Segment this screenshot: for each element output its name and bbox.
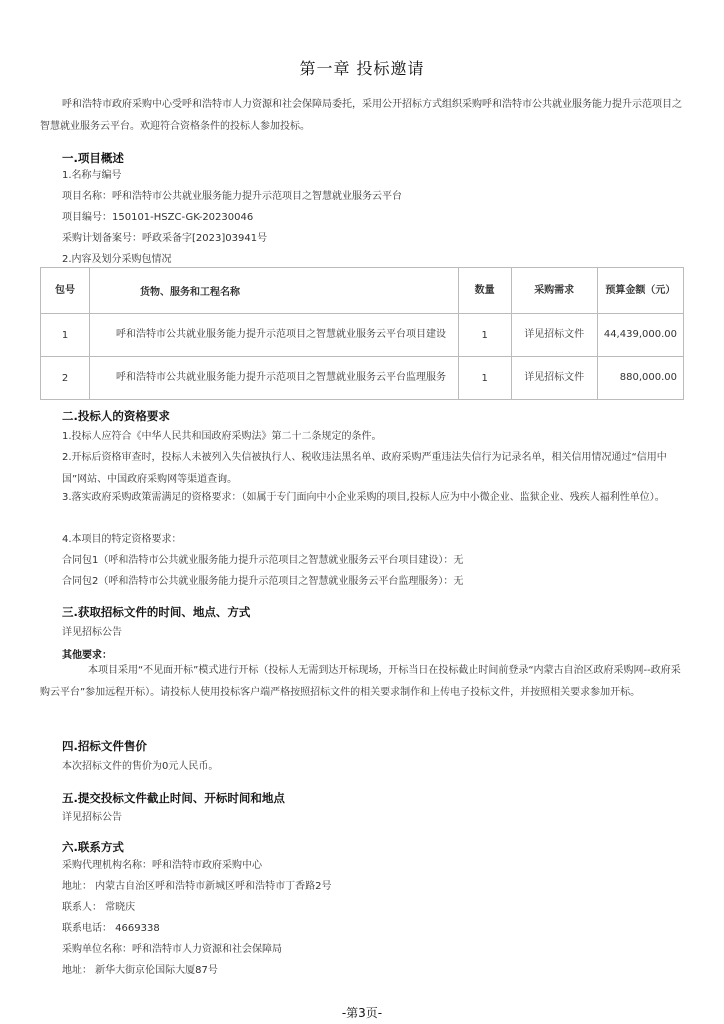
table-row bbox=[41, 314, 684, 357]
contact-phone: 联系电话： 4669338 bbox=[62, 923, 160, 934]
project-name: 项目名称：呼和浩特市公共就业服务能力提升示范项目之智慧就业服务云平台 bbox=[62, 191, 402, 202]
qualification-item-2: 2.开标后资格审查时，投标人未被列入失信被执行人、税收违法黑名单、政府采购严重违法失信行为记录名单，相关信用情况通过“信用中国”网站、中国政府采购网等渠道查询。 bbox=[62, 452, 667, 485]
header-budget: 预算金额（元） bbox=[597, 268, 683, 314]
page-number: -第3页- bbox=[341, 1006, 383, 1020]
qualification-item-4: 4.本项目的特定资格要求： bbox=[62, 534, 182, 545]
section-heading-qualification: 二.投标人的资格要求 bbox=[62, 409, 170, 423]
package-subtitle: 2.内容及划分采购包情况 bbox=[62, 254, 172, 265]
row-package-no: 1 bbox=[41, 314, 90, 357]
contact-person: 联系人： 常晓庆 bbox=[62, 902, 136, 913]
row-budget: 880,000.00 bbox=[597, 357, 683, 400]
document-price-text: 本次招标文件的售价为0元人民币。 bbox=[62, 761, 219, 772]
other-requirements-text: 本项目采用“不见面开标”模式进行开标（投标人无需到达开标现场，开标当日在投标截止时间前登录“内蒙古自治区政府采购网--政府采购云平台”参加远程开标）。请投标人使用投标客户端严格按照招标文件的相关要求制作和上传电子投标文件，并按照相关要求参加开标。 bbox=[40, 665, 681, 698]
name-and-number-subtitle: 1.名称与编号 bbox=[62, 170, 122, 181]
section-heading-document-price: 四.招标文件售价 bbox=[62, 739, 147, 753]
chapter-title: 第一章 投标邀请 bbox=[299, 59, 425, 78]
section-heading-contact: 六.联系方式 bbox=[62, 840, 124, 854]
header-item-name: 货物、服务和工程名称 bbox=[90, 268, 459, 314]
section-heading-obtain-documents: 三.获取招标文件的时间、地点、方式 bbox=[62, 605, 251, 619]
intro-paragraph: 呼和浩特市政府采购中心受呼和浩特市人力资源和社会保障局委托，采用公开招标方式组织采购呼和浩特市公共就业服务能力提升示范项目之智慧就业服务云平台。欢迎符合资格条件的投标人参加投标。 bbox=[40, 99, 682, 132]
deadline-text: 详见招标公告 bbox=[62, 812, 122, 823]
header-quantity: 数量 bbox=[458, 268, 511, 314]
plan-record-number: 采购计划备案号：呼政采备字[2023]03941号 bbox=[62, 233, 268, 244]
row-package-no: 2 bbox=[41, 357, 90, 400]
row-item-name: 呼和浩特市公共就业服务能力提升示范项目之智慧就业服务云平台项目建设 bbox=[90, 314, 459, 357]
row-requirement: 详见招标文件 bbox=[511, 314, 597, 357]
section-heading-overview: 一.项目概述 bbox=[62, 151, 124, 165]
contract-package-2: 合同包2（呼和浩特市公共就业服务能力提升示范项目之智慧就业服务云平台监理服务）：无 bbox=[62, 576, 464, 587]
row-quantity: 1 bbox=[458, 357, 511, 400]
other-requirements-label: 其他要求： bbox=[62, 650, 112, 661]
section-heading-deadline: 五.提交投标文件截止时间、开标时间和地点 bbox=[62, 791, 285, 805]
row-quantity: 1 bbox=[458, 314, 511, 357]
header-requirement: 采购需求 bbox=[511, 268, 597, 314]
row-budget: 44,439,000.00 bbox=[597, 314, 683, 357]
row-requirement: 详见招标文件 bbox=[511, 357, 597, 400]
agency-address: 地址： 内蒙古自治区呼和浩特市新城区呼和浩特市丁香路2号 bbox=[62, 881, 332, 892]
qualification-item-1: 1.投标人应符合《中华人民共和国政府采购法》第二十二条规定的条件。 bbox=[62, 431, 382, 442]
project-number: 项目编号：150101-HSZC-GK-20230046 bbox=[62, 212, 254, 223]
table-header-row bbox=[41, 268, 684, 314]
header-package-no: 包号 bbox=[41, 268, 90, 314]
buyer-name: 采购单位名称：呼和浩特市人力资源和社会保障局 bbox=[62, 944, 282, 955]
buyer-address: 地址： 新华大街京伦国际大厦87号 bbox=[62, 965, 218, 976]
agency-name: 采购代理机构名称：呼和浩特市政府采购中心 bbox=[62, 860, 262, 871]
contract-package-1: 合同包1（呼和浩特市公共就业服务能力提升示范项目之智慧就业服务云平台项目建设）：无 bbox=[62, 555, 464, 566]
obtain-detail: 详见招标公告 bbox=[62, 627, 122, 638]
row-item-name: 呼和浩特市公共就业服务能力提升示范项目之智慧就业服务云平台监理服务 bbox=[90, 357, 459, 400]
qualification-item-3: 3.落实政府采购政策需满足的资格要求：（如属于专门面向中小企业采购的项目,投标人应为中小微企业、监狱企业、残疾人福利性单位）。 bbox=[62, 492, 665, 503]
table-row bbox=[41, 357, 684, 400]
package-table bbox=[40, 267, 684, 400]
